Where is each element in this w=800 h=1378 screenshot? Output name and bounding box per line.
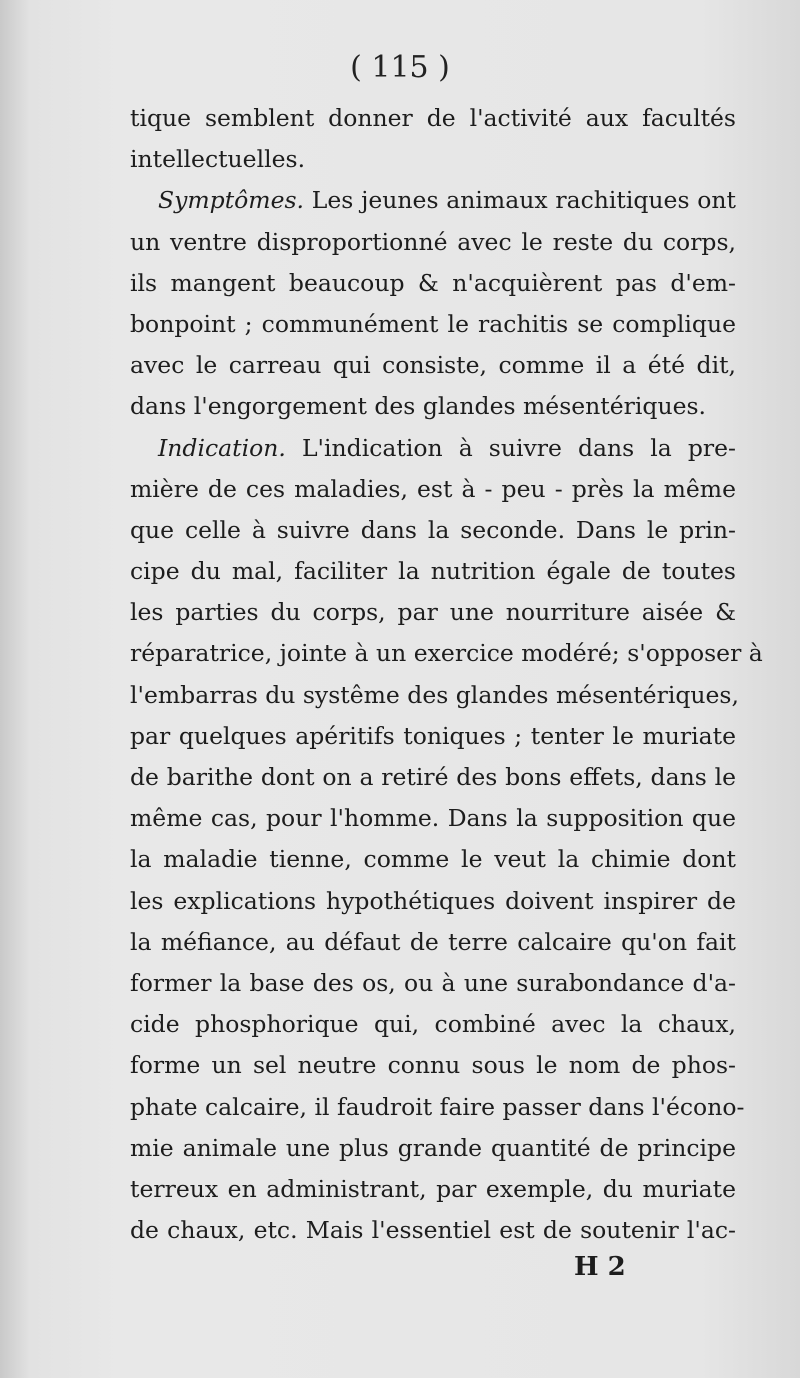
text-line: les parties du corps, par une nourriture aisée & (130, 598, 736, 627)
text-line: l'embarras du systême des glandes mésentériques, (130, 680, 739, 709)
text-line: cide phosphorique qui, combiné avec la chaux, (130, 1010, 736, 1039)
text-line: même cas, pour l'homme. Dans la supposition que (130, 804, 736, 833)
text-line: phate calcaire, il faudroit faire passer dans l'écono- (130, 1092, 745, 1121)
text-line: mière de ces maladies, est à - peu - près la même (130, 474, 736, 503)
text-line: tique semblent donner de l'activité aux facultés (130, 104, 736, 132)
text-line: cipe du mal, faciliter la nutrition égale de toutes (130, 557, 736, 586)
text-line: avec le carreau qui consiste, comme il a été dit, (130, 351, 736, 380)
text-line: de chaux, etc. Mais l'essentiel est de soutenir l'ac- (130, 1216, 736, 1245)
section-label: Indication. (158, 433, 286, 462)
text-line: former la base des os, ou à une surabondance d'a- (130, 968, 736, 997)
text-line: ils mangent beaucoup & n'acquièrent pas d'em- (130, 268, 736, 297)
page-number: ( 115 ) (350, 50, 450, 85)
text-line: les explications hypothétiques doivent inspirer de (130, 886, 736, 915)
signature-mark: H 2 (574, 1252, 626, 1282)
text-line: réparatrice, jointe à un exercice modéré; s'opposer à (130, 639, 763, 668)
body-text (130, 98, 763, 1251)
line-text: L'indication à suivre dans la pre- (285, 433, 736, 462)
text-line (130, 428, 736, 469)
text-line: de barithe dont on a retiré des bons effets, dans le (130, 763, 736, 791)
text-line (130, 180, 736, 221)
text-line: dans l'engorgement des glandes mésentériques. (130, 392, 707, 421)
section-label: Symptômes. (158, 186, 305, 215)
text-line: forme un sel neutre connu sous le nom de phos- (130, 1051, 736, 1080)
line-text: Les jeunes animaux rachitiques ont (304, 186, 736, 215)
text-line: mie animale une plus grande quantité de principe (130, 1133, 736, 1162)
text-line: que celle à suivre dans la seconde. Dans le prin- (130, 515, 736, 544)
text-line: un ventre disproportionné avec le reste du corps, (130, 227, 736, 256)
text-line: par quelques apéritifs toniques ; tenter le muriate (130, 721, 736, 750)
text-line: la maladie tienne, comme le veut la chimie dont (130, 845, 736, 874)
text-line: la méfiance, au défaut de terre calcaire qu'on fait (130, 927, 736, 956)
text-line: intellectuelles. (130, 145, 306, 174)
text-line: terreux en administrant, par exemple, du muriate (130, 1174, 736, 1203)
text-line: bonpoint ; communément le rachitis se complique (130, 309, 736, 338)
